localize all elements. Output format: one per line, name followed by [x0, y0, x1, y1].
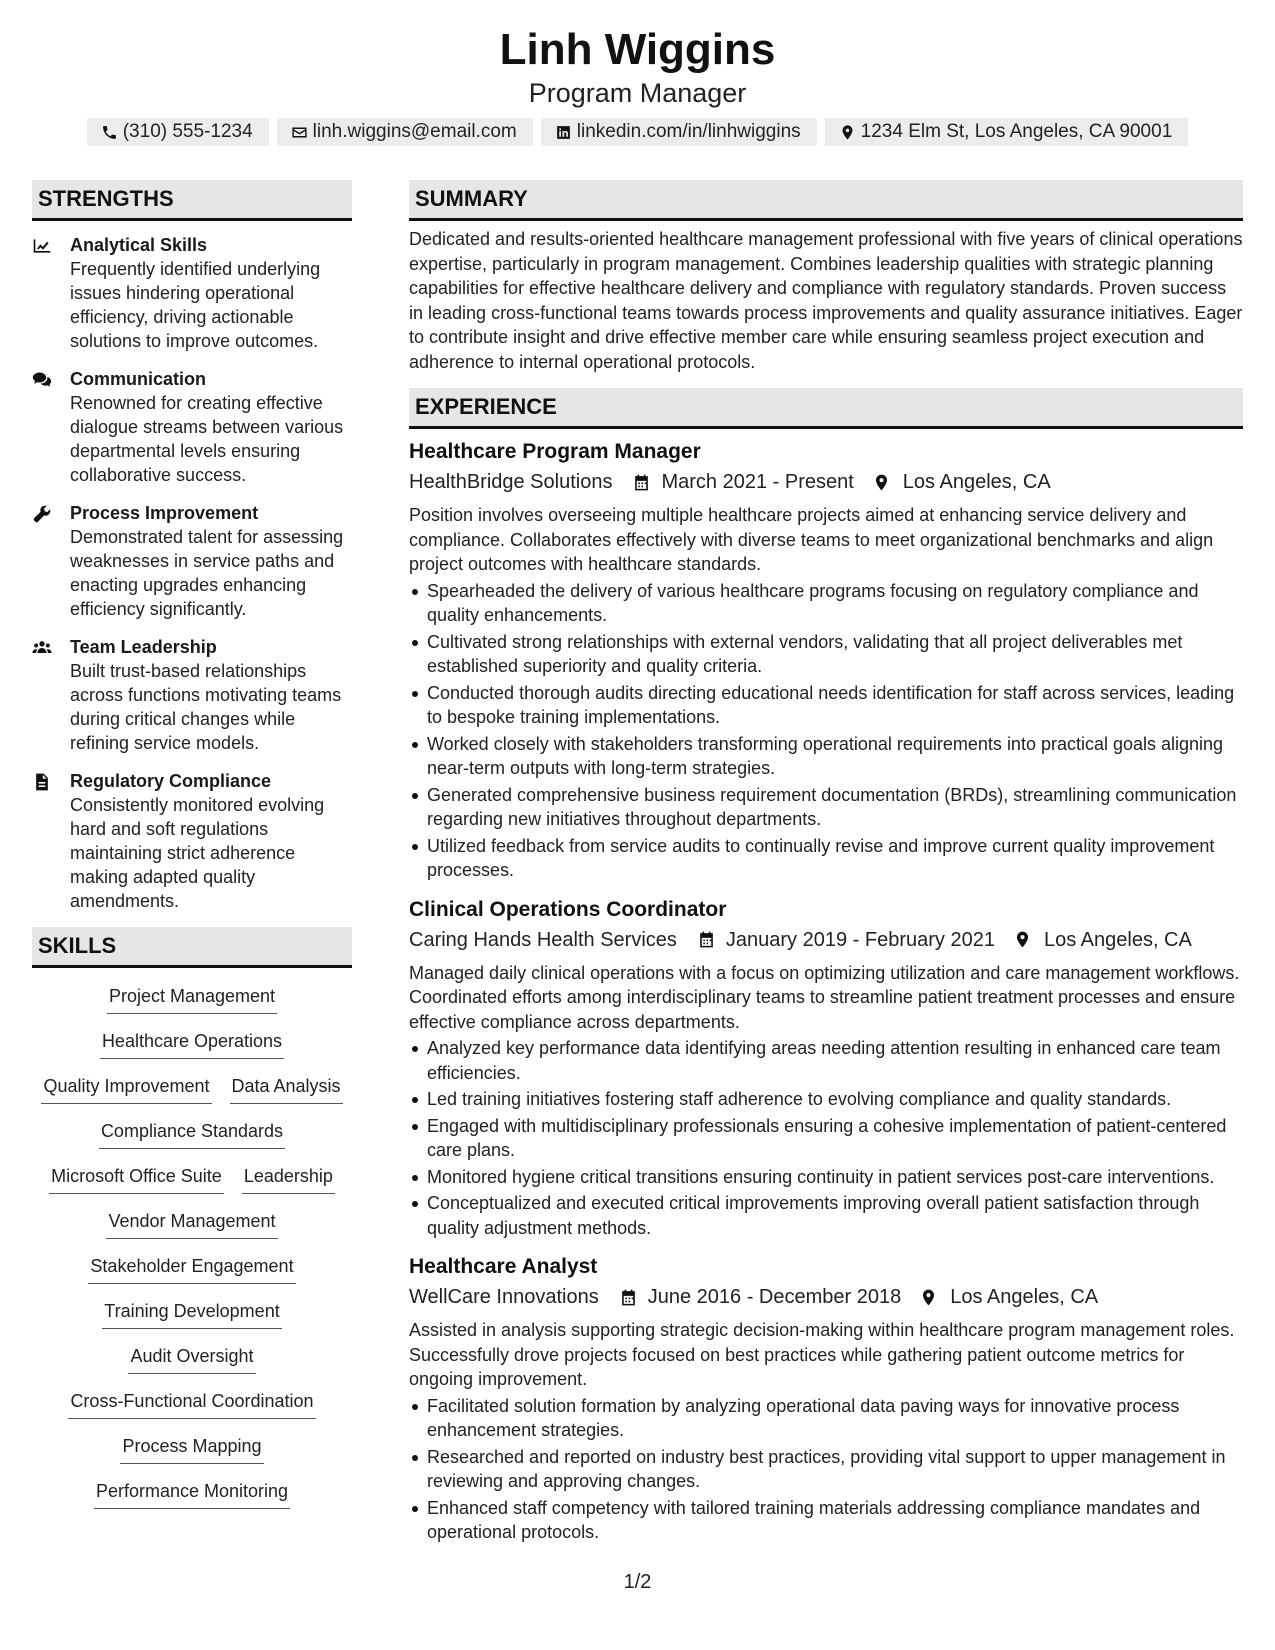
skill-tag: Quality Improvement — [41, 1074, 211, 1104]
list-item: Conceptualized and executed critical improvements improving overall patient satisfaction through quality adjustment methods. — [409, 1191, 1243, 1240]
strength-title: Communication — [70, 369, 207, 389]
job-company: Caring Hands Health Services — [409, 928, 677, 951]
job-dates: March 2021 - Present — [661, 471, 854, 493]
phone-icon — [101, 124, 118, 141]
calendar-icon — [619, 1288, 638, 1307]
job-title: Healthcare Program Manager — [409, 440, 701, 463]
list-item: Generated comprehensive business requirement documentation (BRDs), streamlining communication regarding new initiatives throughout departments. — [409, 783, 1243, 832]
list-item: Facilitated solution formation by analyzing operational data paving ways for innovative process enhancement strategies. — [409, 1394, 1243, 1443]
skill-tag: Process Mapping — [120, 1434, 263, 1464]
skill-tag: Project Management — [107, 984, 277, 1014]
job-title: Healthcare Analyst — [409, 1255, 598, 1278]
contact-linkedin[interactable] — [541, 118, 817, 146]
strength-desc: Demonstrated talent for assessing weaknesses in service paths and enacting upgrades enhancing efficiency significantly. — [70, 527, 344, 619]
map-pin-icon — [839, 124, 856, 141]
job-bullets — [409, 1036, 1243, 1240]
strength-title: Regulatory Compliance — [70, 771, 272, 791]
skill-tag: Performance Monitoring — [94, 1479, 290, 1509]
strength-item — [32, 367, 352, 487]
map-pin-icon — [872, 473, 891, 492]
job-location: Los Angeles, CA — [902, 471, 1051, 493]
strength-item — [32, 501, 352, 621]
summary-heading: SUMMARY — [409, 180, 1243, 221]
wrench-icon — [32, 504, 52, 524]
strength-desc: Built trust-based relationships across functions motivating teams during critical changes while refining service models. — [70, 661, 342, 753]
list-item: Engaged with multidisciplinary professionals ensuring a cohesive implementation of patient-centered care plans. — [409, 1114, 1243, 1163]
skill-tag: Training Development — [102, 1299, 281, 1329]
contact-bar — [0, 118, 1275, 146]
strengths-heading: STRENGTHS — [32, 180, 352, 221]
left-column — [32, 180, 352, 1524]
job-location: Los Angeles, CA — [950, 1286, 1099, 1308]
list-item: Enhanced staff competency with tailored training materials addressing compliance mandates and operational protocols. — [409, 1496, 1243, 1545]
job-meta — [409, 467, 1243, 497]
list-item: Researched and reported on industry best practices, providing vital support to upper management in reviewing and approving changes. — [409, 1445, 1243, 1494]
skill-tag: Leadership — [242, 1164, 335, 1194]
candidate-title: Program Manager — [528, 78, 747, 108]
job-location: Los Angeles, CA — [1043, 928, 1192, 951]
resume-header — [0, 0, 1275, 146]
summary-text: Dedicated and results-oriented healthcare management professional with five years of clinical operations expertise, particularly in program management. Combines leadership qualities with strategic planning capabilities for effective healthcare delivery and compliance with regulatory standards. Proven success in leading cross-functional teams towards process improvements and quality assurance initiatives. Eager to contribute insight and drive effective member care while ensuring seamless project execution and adherence to internal operational protocols. — [409, 229, 1243, 372]
address-text: 1234 Elm St, Los Angeles, CA 90001 — [860, 121, 1173, 142]
skill-tag: Cross-Functional Coordination — [68, 1389, 315, 1419]
map-pin-icon — [1013, 930, 1032, 949]
skills-heading: SKILLS — [32, 927, 352, 968]
file-icon — [32, 772, 52, 792]
list-item: Led training initiatives fostering staff adherence to evolving compliance and quality standards. — [409, 1087, 1243, 1112]
calendar-icon — [632, 473, 651, 492]
experience-heading: EXPERIENCE — [409, 388, 1243, 429]
job-entry — [409, 1252, 1243, 1545]
strengths-list — [32, 233, 352, 913]
strength-item — [32, 635, 352, 755]
contact-email[interactable] — [277, 118, 533, 146]
users-icon — [32, 638, 52, 658]
strength-title: Team Leadership — [70, 637, 217, 657]
email-text: linh.wiggins@email.com — [312, 121, 517, 142]
list-item: Monitored hygiene critical transitions ensuring continuity in patient services post-care interventions. — [409, 1165, 1243, 1190]
job-entry — [409, 895, 1243, 1241]
list-item: Utilized feedback from service audits to continually revise and improve current quality improvement processes. — [409, 834, 1243, 883]
envelope-icon — [291, 124, 308, 141]
strength-desc: Renowned for creating effective dialogue streams between various departmental levels ensuring collaborative success. — [70, 393, 344, 485]
strength-item — [32, 233, 352, 353]
list-item: Cultivated strong relationships with external vendors, validating that all project deliverables met established superiority and quality criteria. — [409, 630, 1243, 679]
job-entry — [409, 437, 1243, 883]
job-dates: January 2019 - February 2021 — [725, 928, 995, 951]
contact-phone[interactable] — [87, 118, 269, 146]
linkedin-text: linkedin.com/in/linhwiggins — [576, 121, 801, 142]
job-bullets — [409, 1394, 1243, 1545]
phone-text: (310) 555-1234 — [122, 121, 253, 142]
list-item: Analyzed key performance data identifying areas needing attention resulting in enhanced care team efficiencies. — [409, 1036, 1243, 1085]
skills-list — [32, 984, 352, 1524]
strength-desc: Frequently identified underlying issues hindering operational efficiency, driving actionable solutions to improve outcomes. — [70, 259, 321, 351]
skill-tag: Compliance Standards — [99, 1119, 285, 1149]
comments-icon — [32, 370, 52, 390]
job-bullets — [409, 579, 1243, 883]
job-company: HealthBridge Solutions — [409, 471, 613, 493]
contact-address — [825, 118, 1189, 146]
skill-tag: Data Analysis — [230, 1074, 343, 1104]
job-description: Managed daily clinical operations with a focus on optimizing utilization and care management workflows. Coordinated efforts among interdisciplinary teams to streamline patient treatment processes and ensure effective compliance across departments. — [409, 962, 1240, 1032]
skill-tag: Healthcare Operations — [100, 1029, 284, 1059]
skill-tag: Audit Oversight — [128, 1344, 255, 1374]
strength-title: Analytical Skills — [70, 235, 208, 255]
job-company: WellCare Innovations — [409, 1286, 599, 1308]
strength-title: Process Improvement — [70, 503, 259, 523]
job-title: Clinical Operations Coordinator — [409, 897, 727, 921]
chart-line-icon — [32, 236, 52, 256]
linkedin-icon — [555, 124, 572, 141]
list-item: Spearheaded the delivery of various healthcare programs focusing on regulatory compliance and quality enhancements. — [409, 579, 1243, 628]
strength-desc: Consistently monitored evolving hard and soft regulations maintaining strict adherence making adapted quality amendments. — [70, 795, 325, 911]
job-description: Assisted in analysis supporting strategic decision-making within healthcare program management roles. Successfully drove projects focused on best practices while gathering patient outcome metrics for ongoing improvement. — [409, 1320, 1235, 1389]
right-column — [409, 180, 1243, 1547]
job-meta — [409, 925, 1243, 955]
job-meta — [409, 1282, 1243, 1312]
map-pin-icon — [919, 1288, 938, 1307]
list-item: Worked closely with stakeholders transforming operational requirements into practical goals aligning near-term outputs with long-term strategies. — [409, 732, 1243, 781]
strength-item — [32, 769, 352, 913]
job-dates: June 2016 - December 2018 — [647, 1286, 902, 1308]
skill-tag: Stakeholder Engagement — [88, 1254, 295, 1284]
page-number: 1/2 — [623, 1571, 652, 1593]
skill-tag: Vendor Management — [106, 1209, 277, 1239]
job-description: Position involves overseeing multiple healthcare projects aimed at enhancing service delivery and compliance. Collaborates effectively with diverse teams to meet organizational benchmarks and align project outcomes with healthcare standards. — [409, 505, 1214, 574]
skill-tag: Microsoft Office Suite — [49, 1164, 224, 1194]
calendar-icon — [697, 930, 716, 949]
list-item: Conducted thorough audits directing educational needs identification for staff across services, leading to bespoke training implementations. — [409, 681, 1243, 730]
candidate-name: Linh Wiggins — [499, 25, 776, 74]
